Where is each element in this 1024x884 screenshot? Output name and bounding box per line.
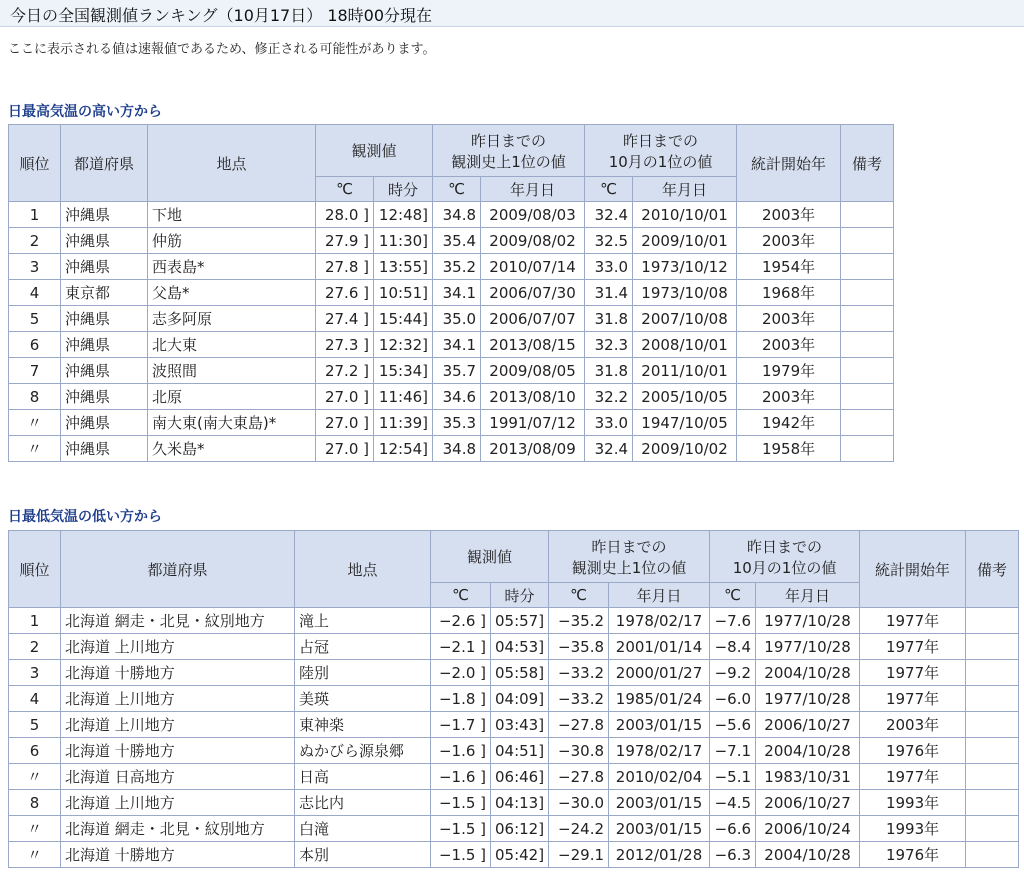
header-prefecture: 都道府県 — [61, 531, 295, 608]
record-month-value-cell: −8.4 — [710, 634, 756, 660]
observed-value-cell: 27.0 ] — [316, 410, 374, 436]
prefecture-cell: 沖縄県 — [61, 436, 148, 462]
station-cell: ぬかびら源泉郷 — [295, 738, 431, 764]
record-month-date-cell: 2009/10/01 — [633, 228, 737, 254]
prefecture-cell: 東京都 — [61, 280, 148, 306]
rank-cell: 1 — [9, 608, 61, 634]
header-start-year: 統計開始年 — [737, 125, 841, 202]
prefecture-cell: 沖縄県 — [61, 358, 148, 384]
header-record-all-line2: 観測史上1位の値 — [571, 558, 687, 577]
record-month-date-cell: 2010/10/01 — [633, 202, 737, 228]
observed-time-cell: 12:54] — [374, 436, 433, 462]
remarks-cell — [966, 790, 1019, 816]
remarks-cell — [841, 384, 894, 410]
observed-value-cell: −1.7 ] — [431, 712, 491, 738]
remarks-cell — [966, 686, 1019, 712]
record-all-date-cell: 2003/01/15 — [609, 790, 710, 816]
station-cell: 北原 — [148, 384, 316, 410]
remarks-cell — [966, 764, 1019, 790]
record-month-date-cell: 1947/10/05 — [633, 410, 737, 436]
record-month-value-cell: −4.5 — [710, 790, 756, 816]
record-month-value-cell: −6.3 — [710, 842, 756, 868]
station-cell: 東神楽 — [295, 712, 431, 738]
record-month-value-cell: 31.8 — [585, 306, 633, 332]
record-month-date-cell: 2009/10/02 — [633, 436, 737, 462]
record-month-date-cell: 2006/10/27 — [756, 712, 860, 738]
low-table-body — [9, 608, 1019, 868]
observed-value-cell: 27.8 ] — [316, 254, 374, 280]
header-record-all-line1: 昨日までの — [591, 537, 667, 556]
record-all-date-cell: 2013/08/09 — [481, 436, 585, 462]
low-section-title: 日最低気温の低い方から — [8, 509, 162, 525]
record-all-date-cell: 2013/08/15 — [481, 332, 585, 358]
observed-time-cell: 04:51] — [491, 738, 549, 764]
table-row — [9, 254, 894, 280]
header-start-year: 統計開始年 — [860, 531, 966, 608]
prefecture-cell: 北海道 上川地方 — [61, 712, 295, 738]
station-cell: 日高 — [295, 764, 431, 790]
record-all-value-cell: 34.8 — [433, 202, 481, 228]
table-row — [9, 738, 1019, 764]
remarks-cell — [966, 738, 1019, 764]
remarks-cell — [841, 332, 894, 358]
header-record-month-date: 年月日 — [756, 583, 860, 608]
rank-cell: 5 — [9, 306, 61, 332]
start-year-cell: 1977年 — [860, 686, 966, 712]
record-month-value-cell: 31.4 — [585, 280, 633, 306]
record-month-value-cell: 32.5 — [585, 228, 633, 254]
record-all-date-cell: 2010/02/04 — [609, 764, 710, 790]
observed-value-cell: −1.5 ] — [431, 842, 491, 868]
observed-time-cell: 04:13] — [491, 790, 549, 816]
rank-cell: 4 — [9, 280, 61, 306]
record-month-value-cell: 32.4 — [585, 436, 633, 462]
start-year-cell: 2003年 — [737, 306, 841, 332]
record-month-value-cell: −7.1 — [710, 738, 756, 764]
remarks-cell — [966, 842, 1019, 868]
table-row — [9, 332, 894, 358]
record-all-date-cell: 2006/07/30 — [481, 280, 585, 306]
remarks-cell — [966, 634, 1019, 660]
observed-time-cell: 03:43] — [491, 712, 549, 738]
table-row — [9, 410, 894, 436]
prefecture-cell: 沖縄県 — [61, 332, 148, 358]
prefecture-cell: 沖縄県 — [61, 306, 148, 332]
header-record-all-line2: 観測史上1位の値 — [451, 152, 566, 171]
record-all-date-cell: 2013/08/10 — [481, 384, 585, 410]
station-cell: 占冠 — [295, 634, 431, 660]
record-month-date-cell: 2005/10/05 — [633, 384, 737, 410]
record-all-date-cell: 2006/07/07 — [481, 306, 585, 332]
record-all-date-cell: 2001/01/14 — [609, 634, 710, 660]
record-all-value-cell: −24.2 — [549, 816, 609, 842]
prefecture-cell: 北海道 上川地方 — [61, 634, 295, 660]
rank-cell: 〃 — [9, 410, 61, 436]
observed-time-cell: 10:51] — [374, 280, 433, 306]
observed-time-cell: 05:58] — [491, 660, 549, 686]
observed-value-cell: 28.0 ] — [316, 202, 374, 228]
record-all-value-cell: 35.4 — [433, 228, 481, 254]
header-rank: 順位 — [9, 531, 61, 608]
observed-time-cell: 05:42] — [491, 842, 549, 868]
record-month-date-cell: 2004/10/28 — [756, 738, 860, 764]
prefecture-cell: 沖縄県 — [61, 410, 148, 436]
observed-value-cell: 27.6 ] — [316, 280, 374, 306]
record-all-date-cell: 1991/07/12 — [481, 410, 585, 436]
start-year-cell: 1993年 — [860, 790, 966, 816]
start-year-cell: 1942年 — [737, 410, 841, 436]
record-all-date-cell: 1985/01/24 — [609, 686, 710, 712]
record-all-value-cell: −29.1 — [549, 842, 609, 868]
observed-value-cell: 27.0 ] — [316, 436, 374, 462]
rank-cell: 8 — [9, 384, 61, 410]
station-cell: 仲筋 — [148, 228, 316, 254]
record-month-date-cell: 2007/10/08 — [633, 306, 737, 332]
station-cell: 北大東 — [148, 332, 316, 358]
observed-value-cell: 27.4 ] — [316, 306, 374, 332]
prefecture-cell: 北海道 十勝地方 — [61, 738, 295, 764]
station-cell: 志多阿原 — [148, 306, 316, 332]
header-remarks: 備考 — [841, 125, 894, 202]
rank-cell: 2 — [9, 228, 61, 254]
header-observed-time: 時分 — [374, 177, 433, 202]
table-row — [9, 608, 1019, 634]
table-row — [9, 306, 894, 332]
header-record-all-line1: 昨日までの — [471, 131, 547, 150]
observed-time-cell: 11:30] — [374, 228, 433, 254]
station-cell: 陸別 — [295, 660, 431, 686]
start-year-cell: 2003年 — [860, 712, 966, 738]
station-cell: 西表島* — [148, 254, 316, 280]
remarks-cell — [841, 410, 894, 436]
record-month-date-cell: 1973/10/08 — [633, 280, 737, 306]
start-year-cell: 1979年 — [737, 358, 841, 384]
record-all-value-cell: −30.0 — [549, 790, 609, 816]
record-month-date-cell: 1977/10/28 — [756, 634, 860, 660]
remarks-cell — [841, 280, 894, 306]
rank-cell: 3 — [9, 254, 61, 280]
record-month-value-cell: −7.6 — [710, 608, 756, 634]
observed-time-cell: 11:46] — [374, 384, 433, 410]
record-all-date-cell: 2009/08/03 — [481, 202, 585, 228]
record-month-date-cell: 1977/10/28 — [756, 608, 860, 634]
station-cell: 白滝 — [295, 816, 431, 842]
table-row — [9, 436, 894, 462]
table-row — [9, 280, 894, 306]
observed-value-cell: 27.0 ] — [316, 384, 374, 410]
record-month-date-cell: 1973/10/12 — [633, 254, 737, 280]
rank-cell: 4 — [9, 686, 61, 712]
record-all-value-cell: −27.8 — [549, 764, 609, 790]
header-record-all — [549, 531, 710, 583]
record-all-value-cell: −35.2 — [549, 608, 609, 634]
observed-value-cell: 27.3 ] — [316, 332, 374, 358]
preliminary-notice: ここに表示される値は速報値であるため、修正される可能性があります。 — [8, 42, 436, 57]
record-all-value-cell: 34.8 — [433, 436, 481, 462]
record-all-value-cell: −35.8 — [549, 634, 609, 660]
remarks-cell — [841, 228, 894, 254]
observed-value-cell: −1.8 ] — [431, 686, 491, 712]
prefecture-cell: 北海道 網走・北見・紋別地方 — [61, 608, 295, 634]
header-record-all-date: 年月日 — [481, 177, 585, 202]
station-cell: 志比内 — [295, 790, 431, 816]
start-year-cell: 1968年 — [737, 280, 841, 306]
observed-time-cell: 13:55] — [374, 254, 433, 280]
record-all-date-cell: 2009/08/05 — [481, 358, 585, 384]
remarks-cell — [841, 436, 894, 462]
record-month-value-cell: −5.6 — [710, 712, 756, 738]
prefecture-cell: 沖縄県 — [61, 228, 148, 254]
start-year-cell: 1977年 — [860, 608, 966, 634]
table-row — [9, 660, 1019, 686]
record-all-date-cell: 2010/07/14 — [481, 254, 585, 280]
low-temperature-table — [8, 530, 1019, 868]
remarks-cell — [841, 202, 894, 228]
record-all-date-cell: 1978/02/17 — [609, 738, 710, 764]
observed-time-cell: 12:48] — [374, 202, 433, 228]
station-cell: 波照間 — [148, 358, 316, 384]
start-year-cell: 1993年 — [860, 816, 966, 842]
header-record-month-line2: 10月の1位の値 — [608, 152, 713, 171]
prefecture-cell: 沖縄県 — [61, 254, 148, 280]
remarks-cell — [966, 712, 1019, 738]
remarks-cell — [966, 816, 1019, 842]
header-observed: 観測値 — [316, 125, 433, 177]
record-month-value-cell: −6.0 — [710, 686, 756, 712]
station-cell: 滝上 — [295, 608, 431, 634]
header-observed-unit: ℃ — [431, 583, 491, 608]
record-month-date-cell: 2006/10/24 — [756, 816, 860, 842]
record-month-date-cell: 1983/10/31 — [756, 764, 860, 790]
header-record-all-unit: ℃ — [549, 583, 609, 608]
record-all-date-cell: 2003/01/15 — [609, 712, 710, 738]
start-year-cell: 2003年 — [737, 332, 841, 358]
title-bar — [0, 0, 1024, 27]
observed-time-cell: 12:32] — [374, 332, 433, 358]
observed-value-cell: −1.5 ] — [431, 816, 491, 842]
record-all-value-cell: 35.7 — [433, 358, 481, 384]
header-record-month-date: 年月日 — [633, 177, 737, 202]
observed-time-cell: 04:53] — [491, 634, 549, 660]
table-row — [9, 816, 1019, 842]
table-row — [9, 358, 894, 384]
observed-time-cell: 15:34] — [374, 358, 433, 384]
rank-cell: 3 — [9, 660, 61, 686]
rank-cell: 1 — [9, 202, 61, 228]
table-row — [9, 712, 1019, 738]
remarks-cell — [966, 660, 1019, 686]
high-temperature-table — [8, 124, 894, 462]
high-table-body — [9, 202, 894, 462]
table-row — [9, 384, 894, 410]
record-all-date-cell: 2003/01/15 — [609, 816, 710, 842]
station-cell: 南大東(南大東島)* — [148, 410, 316, 436]
header-remarks: 備考 — [966, 531, 1019, 608]
observed-time-cell: 06:46] — [491, 764, 549, 790]
record-month-date-cell: 2011/10/01 — [633, 358, 737, 384]
record-all-value-cell: 34.1 — [433, 332, 481, 358]
record-month-value-cell: −9.2 — [710, 660, 756, 686]
prefecture-cell: 北海道 日高地方 — [61, 764, 295, 790]
start-year-cell: 1977年 — [860, 764, 966, 790]
observed-value-cell: 27.2 ] — [316, 358, 374, 384]
observed-time-cell: 15:44] — [374, 306, 433, 332]
header-record-month — [710, 531, 860, 583]
start-year-cell: 1977年 — [860, 634, 966, 660]
record-all-value-cell: 35.2 — [433, 254, 481, 280]
page-title: 今日の全国観測値ランキング（10月17日） 18時00分現在 — [10, 6, 433, 25]
prefecture-cell: 北海道 上川地方 — [61, 790, 295, 816]
observed-value-cell: −1.5 ] — [431, 790, 491, 816]
start-year-cell: 1977年 — [860, 660, 966, 686]
header-record-month-unit: ℃ — [710, 583, 756, 608]
prefecture-cell: 北海道 十勝地方 — [61, 660, 295, 686]
start-year-cell: 1976年 — [860, 842, 966, 868]
observed-value-cell: −2.0 ] — [431, 660, 491, 686]
table-row — [9, 790, 1019, 816]
prefecture-cell: 北海道 上川地方 — [61, 686, 295, 712]
record-month-value-cell: 31.8 — [585, 358, 633, 384]
record-all-value-cell: 34.6 — [433, 384, 481, 410]
header-record-month — [585, 125, 737, 177]
header-record-all — [433, 125, 585, 177]
record-month-date-cell: 2006/10/27 — [756, 790, 860, 816]
rank-cell: 5 — [9, 712, 61, 738]
record-month-value-cell: 33.0 — [585, 410, 633, 436]
observed-value-cell: 27.9 ] — [316, 228, 374, 254]
record-all-value-cell: 34.1 — [433, 280, 481, 306]
table-row — [9, 228, 894, 254]
record-month-date-cell: 1977/10/28 — [756, 686, 860, 712]
record-all-date-cell: 2012/01/28 — [609, 842, 710, 868]
rank-cell: 6 — [9, 332, 61, 358]
record-all-value-cell: −33.2 — [549, 660, 609, 686]
record-month-date-cell: 2004/10/28 — [756, 842, 860, 868]
record-all-date-cell: 2000/01/27 — [609, 660, 710, 686]
observed-time-cell: 05:57] — [491, 608, 549, 634]
header-station: 地点 — [295, 531, 431, 608]
prefecture-cell: 北海道 網走・北見・紋別地方 — [61, 816, 295, 842]
record-month-value-cell: 32.4 — [585, 202, 633, 228]
header-record-month-line1: 昨日までの — [747, 537, 823, 556]
record-month-value-cell: 32.3 — [585, 332, 633, 358]
header-record-all-unit: ℃ — [433, 177, 481, 202]
header-prefecture: 都道府県 — [61, 125, 148, 202]
station-cell: 父島* — [148, 280, 316, 306]
observed-value-cell: −1.6 ] — [431, 764, 491, 790]
record-all-value-cell: −27.8 — [549, 712, 609, 738]
record-month-value-cell: −6.6 — [710, 816, 756, 842]
record-all-value-cell: 35.0 — [433, 306, 481, 332]
prefecture-cell: 沖縄県 — [61, 384, 148, 410]
record-month-value-cell: −5.1 — [710, 764, 756, 790]
station-cell: 美瑛 — [295, 686, 431, 712]
station-cell: 久米島* — [148, 436, 316, 462]
header-rank: 順位 — [9, 125, 61, 202]
remarks-cell — [841, 306, 894, 332]
remarks-cell — [841, 254, 894, 280]
observed-value-cell: −1.6 ] — [431, 738, 491, 764]
rank-cell: 8 — [9, 790, 61, 816]
remarks-cell — [966, 608, 1019, 634]
start-year-cell: 1958年 — [737, 436, 841, 462]
table-row — [9, 634, 1019, 660]
rank-cell: 〃 — [9, 842, 61, 868]
record-all-value-cell: −33.2 — [549, 686, 609, 712]
high-section-title: 日最高気温の高い方から — [8, 104, 162, 120]
record-all-value-cell: 35.3 — [433, 410, 481, 436]
table-row — [9, 686, 1019, 712]
start-year-cell: 1976年 — [860, 738, 966, 764]
header-observed-unit: ℃ — [316, 177, 374, 202]
record-month-value-cell: 33.0 — [585, 254, 633, 280]
station-cell: 本別 — [295, 842, 431, 868]
observed-value-cell: −2.1 ] — [431, 634, 491, 660]
start-year-cell: 2003年 — [737, 228, 841, 254]
observed-time-cell: 11:39] — [374, 410, 433, 436]
header-record-month-unit: ℃ — [585, 177, 633, 202]
header-record-month-line2: 10月の1位の値 — [732, 558, 837, 577]
rank-cell: 〃 — [9, 764, 61, 790]
observed-time-cell: 06:12] — [491, 816, 549, 842]
start-year-cell: 1954年 — [737, 254, 841, 280]
record-month-date-cell: 2004/10/28 — [756, 660, 860, 686]
header-observed: 観測値 — [431, 531, 549, 583]
rank-cell: 2 — [9, 634, 61, 660]
record-all-date-cell: 2009/08/02 — [481, 228, 585, 254]
station-cell: 下地 — [148, 202, 316, 228]
table-row — [9, 842, 1019, 868]
observed-value-cell: −2.6 ] — [431, 608, 491, 634]
header-record-all-date: 年月日 — [609, 583, 710, 608]
start-year-cell: 2003年 — [737, 384, 841, 410]
header-record-month-line1: 昨日までの — [623, 131, 699, 150]
record-month-date-cell: 2008/10/01 — [633, 332, 737, 358]
rank-cell: 7 — [9, 358, 61, 384]
rank-cell: 〃 — [9, 816, 61, 842]
prefecture-cell: 北海道 十勝地方 — [61, 842, 295, 868]
remarks-cell — [841, 358, 894, 384]
record-month-value-cell: 32.2 — [585, 384, 633, 410]
prefecture-cell: 沖縄県 — [61, 202, 148, 228]
rank-cell: 6 — [9, 738, 61, 764]
table-row — [9, 202, 894, 228]
record-all-value-cell: −30.8 — [549, 738, 609, 764]
record-all-date-cell: 1978/02/17 — [609, 608, 710, 634]
table-row — [9, 764, 1019, 790]
start-year-cell: 2003年 — [737, 202, 841, 228]
rank-cell: 〃 — [9, 436, 61, 462]
header-observed-time: 時分 — [491, 583, 549, 608]
observed-time-cell: 04:09] — [491, 686, 549, 712]
header-station: 地点 — [148, 125, 316, 202]
